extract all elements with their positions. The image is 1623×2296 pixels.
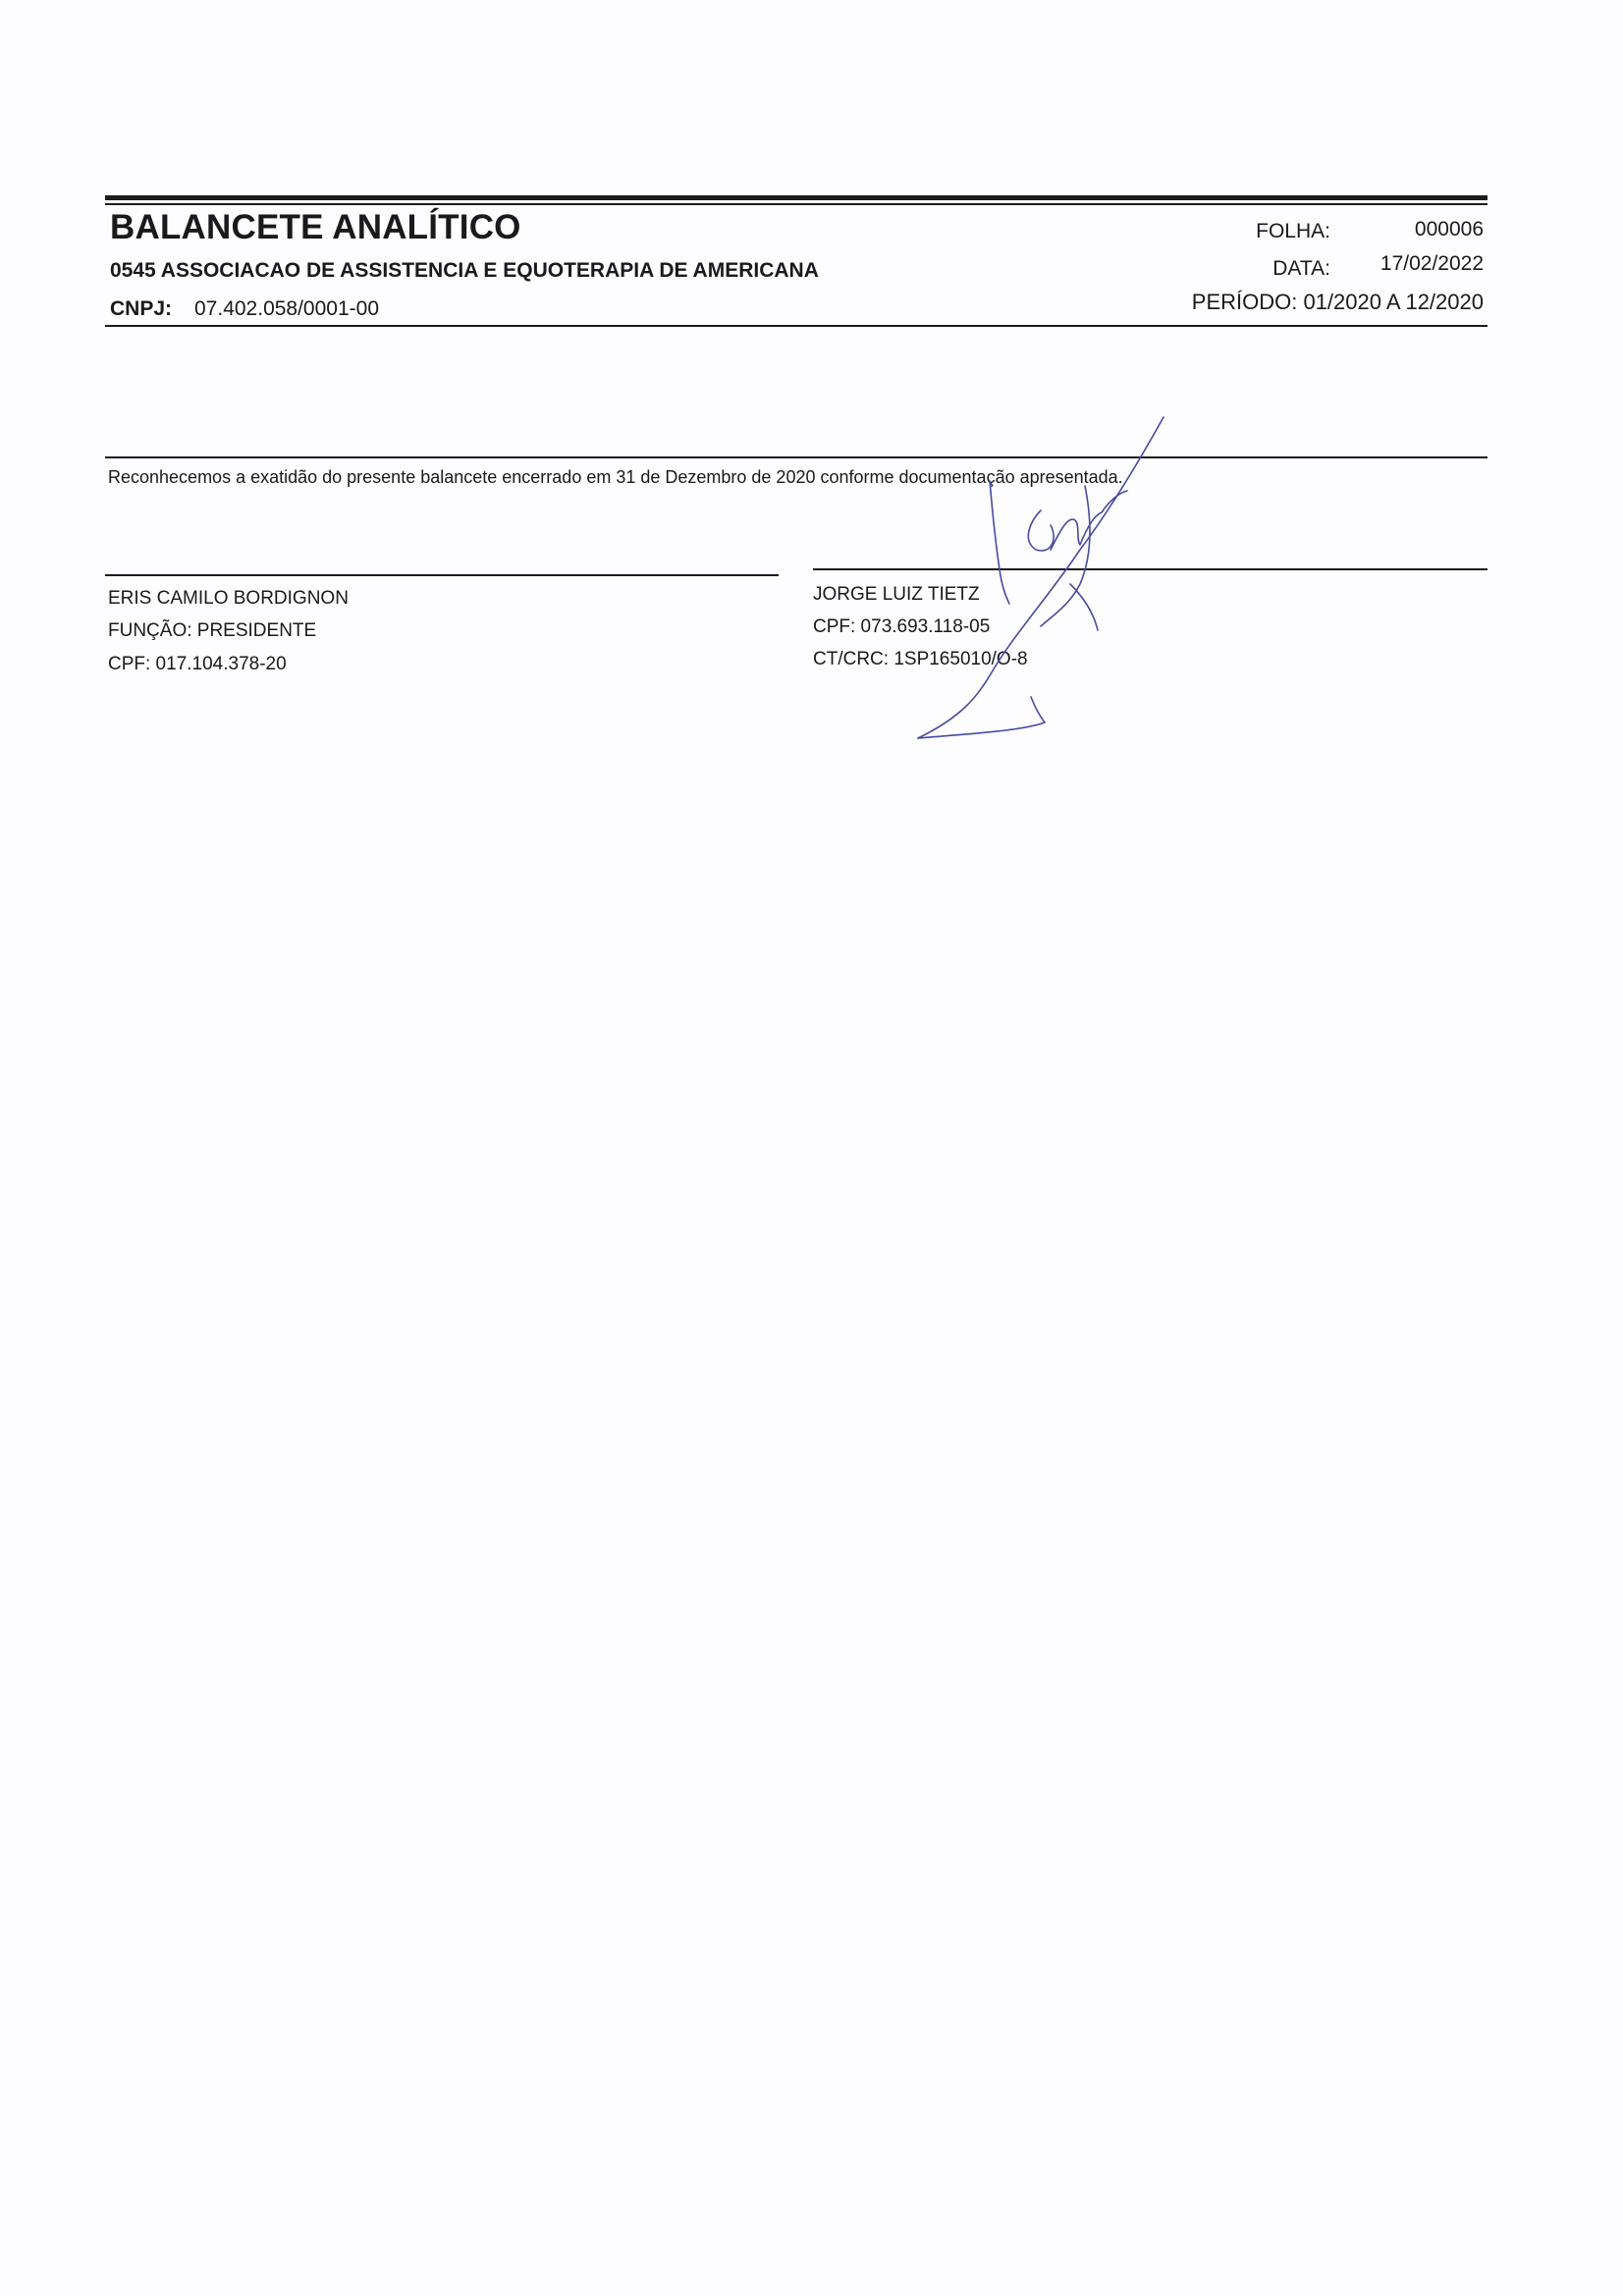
header-bottom-rule [105,325,1488,327]
right-signatory-name: JORGE LUIZ TIETZ [813,584,980,605]
left-signatory-role: FUNÇÃO: PRESIDENTE [108,620,317,641]
cnpj-value: 07.402.058/0001-00 [194,297,380,320]
folha-label: FOLHA: [1256,220,1330,242]
folha-value: 000006 [1414,218,1484,240]
right-signatory-cpf: CPF: 073.693.118-05 [813,616,991,637]
handwritten-signature [884,402,1198,756]
left-signatory-name: ERIS CAMILO BORDIGNON [108,588,349,609]
statement-text: Reconhecemos a exatidão do presente balancete encerrado em 31 de Dezembro de 2020 conforme documentação apresentada. [108,467,1123,487]
periodo: PERÍODO: 01/2020 A 12/2020 [1191,290,1484,314]
left-signatory-cpf: CPF: 017.104.378-20 [108,654,287,674]
data-label: DATA: [1272,257,1330,280]
header-top-rule-thin [105,203,1488,205]
company-name: 0545 ASSOCIACAO DE ASSISTENCIA E EQUOTERAPIA DE AMERICANA [110,259,819,282]
data-value: 17/02/2022 [1380,252,1484,275]
header-top-rule-thick [105,195,1488,200]
statement-rule [105,456,1488,458]
document-title: BALANCETE ANALÍTICO [110,208,521,246]
signature-line-left [105,574,779,576]
cnpj-label: CNPJ: [110,297,173,320]
right-signatory-crc: CT/CRC: 1SP165010/O-8 [813,649,1028,669]
